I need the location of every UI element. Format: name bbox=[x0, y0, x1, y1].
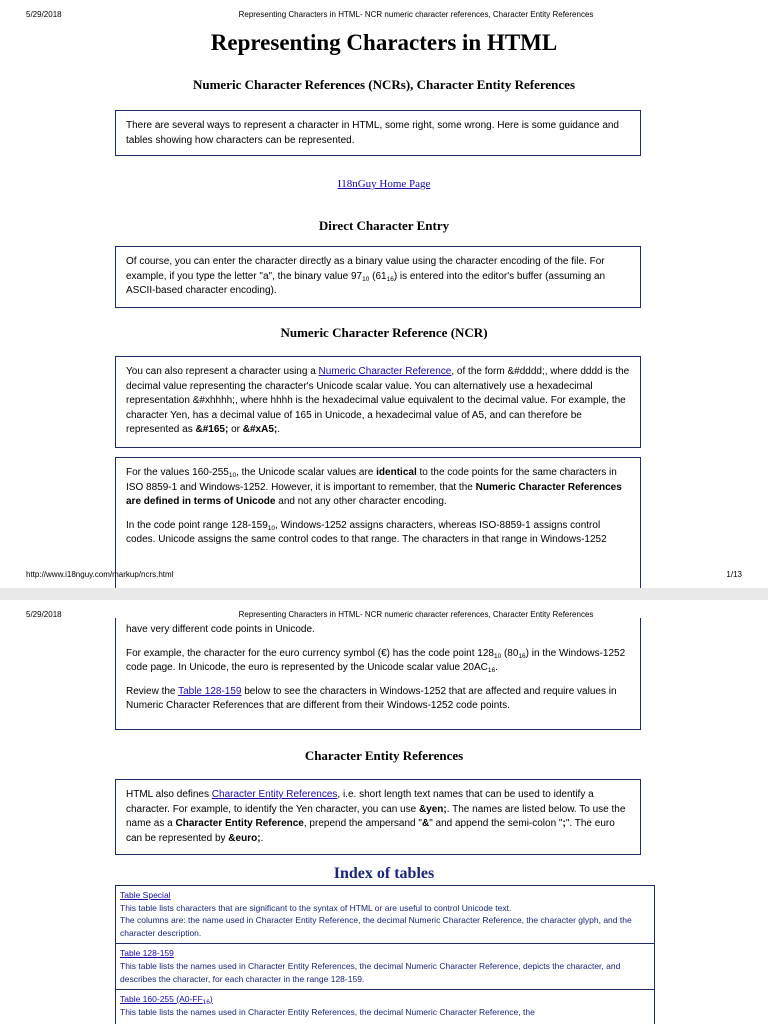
ncr-detail-text-5: Review the Table 128-159 below to see the characters in Windows-1252 that are affected and require values in Numeric Character References that are different from their Windows-1252 code points. bbox=[126, 685, 617, 712]
index-link-special[interactable]: Table Special bbox=[120, 890, 171, 900]
index-row bbox=[116, 943, 654, 989]
ncr-box bbox=[115, 356, 641, 448]
cer-text: HTML also defines Character Entity References, i.e. short length text names that can be used to identify a character. For example, to identify the Yen character, you can use &yen;. The names are listed below. To use the name as a Character Entity Reference, prepend the ampersand "&" and append the semi-colon ";". The euro can be represented by &euro;. bbox=[126, 789, 626, 844]
ncr-detail-box bbox=[115, 457, 641, 588]
ncr-link[interactable]: Numeric Character Reference bbox=[318, 366, 452, 377]
ncr-text: You can also represent a character using a Numeric Character Reference, of the form &#dddd;, where dddd is the decimal value representing the character's Unicode scalar value. You can alternatively use a hexadecimal representation &#xhhhh;, where hhhh is the hexadecimal value equivalent to the decimal value. For example, the character Yen, has a decimal value of 165 in Unicode, a hexadecimal value of A5, and can therefore be represented as &#165; or &#xA5;. bbox=[126, 366, 630, 436]
home-link-wrap bbox=[0, 178, 768, 190]
intro-text: There are several ways to represent a character in HTML, some right, some wrong. Here is some guidance and tables showing how characters can be represented. bbox=[126, 120, 619, 146]
index-desc: This table lists the names used in Character Entity References, the decimal Numeric Character Reference, the bbox=[120, 1006, 535, 1017]
cer-heading: Character Entity References bbox=[304, 748, 464, 763]
print-title: Representing Characters in HTML- NCR numeric character references, Character Entity References bbox=[238, 10, 594, 19]
ncr-heading: Numeric Character Reference (NCR) bbox=[280, 325, 488, 340]
index-row bbox=[116, 989, 654, 1024]
index-link-128-159[interactable]: Table 128-159 bbox=[120, 948, 174, 959]
page-title: Representing Characters in HTML bbox=[210, 30, 558, 55]
ncr-detail-text-2: In the code point range $128-159_{10}$, Windows-1252 assigns characters, whereas ISO-8859-1 assigns control codes. Unicode assigns the same control codes to that range. The characters in that range in Windows-1252 bbox=[126, 519, 607, 546]
print-page-number: 1/13 bbox=[726, 570, 742, 579]
ncr-detail-text-1: For the values $160-255_{10}$, the Unicode scalar values are identical to the code points for the same characters in ISO 8859-1 and Windows-1252. However, it is important to remember, that the Numeric Character References are defined in terms of Unicode and not any other character encoding. bbox=[126, 467, 622, 508]
index-row bbox=[116, 886, 654, 943]
print-date: 5/29/2018 bbox=[26, 10, 62, 19]
cer-link[interactable]: Character Entity References bbox=[211, 789, 338, 800]
home-link[interactable]: I18nGuy Home Page bbox=[337, 178, 431, 190]
direct-entry-text: Of course, you can enter the character directly as a binary value using the character encoding of the file. For example, if you type the letter "a", the binary value $97_{10}$ $(61_{16})$ is entered into the editor's buffer (assuming an ASCII-based character encoding). bbox=[126, 256, 606, 297]
index-table bbox=[115, 885, 655, 1024]
index-desc-2: The columns are: the name used in Character Entity Reference, the decimal Numeric Character Reference, the character glyph, and the character description. bbox=[120, 915, 632, 938]
table-128-159-link[interactable]: Table 128-159 bbox=[178, 685, 242, 697]
index-title: Index of tables bbox=[333, 865, 435, 882]
index-desc: This table lists the names used in Character Entity References, the decimal Numeric Character Reference, depicts the character, and describes the character, for each character in the range 128-159. bbox=[120, 960, 621, 984]
intro-box bbox=[115, 110, 641, 156]
index-desc: This table lists characters that are significant to the syntax of HTML or are useful to control Unicode text. bbox=[120, 902, 512, 913]
page-subtitle: Numeric Character References (NCRs), Character Entity References bbox=[192, 77, 576, 92]
ncr-detail-text-4: For example, the character for the euro currency symbol (€) has the code point $128_{10}$ $(80_{16})$ in the Windows-1252 code page. In Unicode, the euro is represented by the Unicode scalar value $20AC_{16}$. bbox=[126, 647, 626, 675]
direct-entry-box bbox=[115, 246, 641, 308]
direct-entry-heading: Direct Character Entry bbox=[318, 218, 450, 233]
index-link-160-255[interactable]: Table 160-255 $(A0-FF_{16})$ bbox=[120, 994, 213, 1007]
print-date-2: 5/29/2018 bbox=[26, 610, 62, 619]
ncr-detail-box-cont bbox=[115, 618, 641, 730]
print-url: http://www.i18nguy.com/markup/ncrs.html bbox=[26, 570, 174, 579]
print-title-2: Representing Characters in HTML- NCR numeric character references, Character Entity References bbox=[238, 610, 594, 619]
ncr-detail-text-3: have very different code points in Unicode. bbox=[126, 624, 315, 635]
pdf-page-2 bbox=[0, 600, 768, 1024]
cer-box bbox=[115, 779, 641, 855]
